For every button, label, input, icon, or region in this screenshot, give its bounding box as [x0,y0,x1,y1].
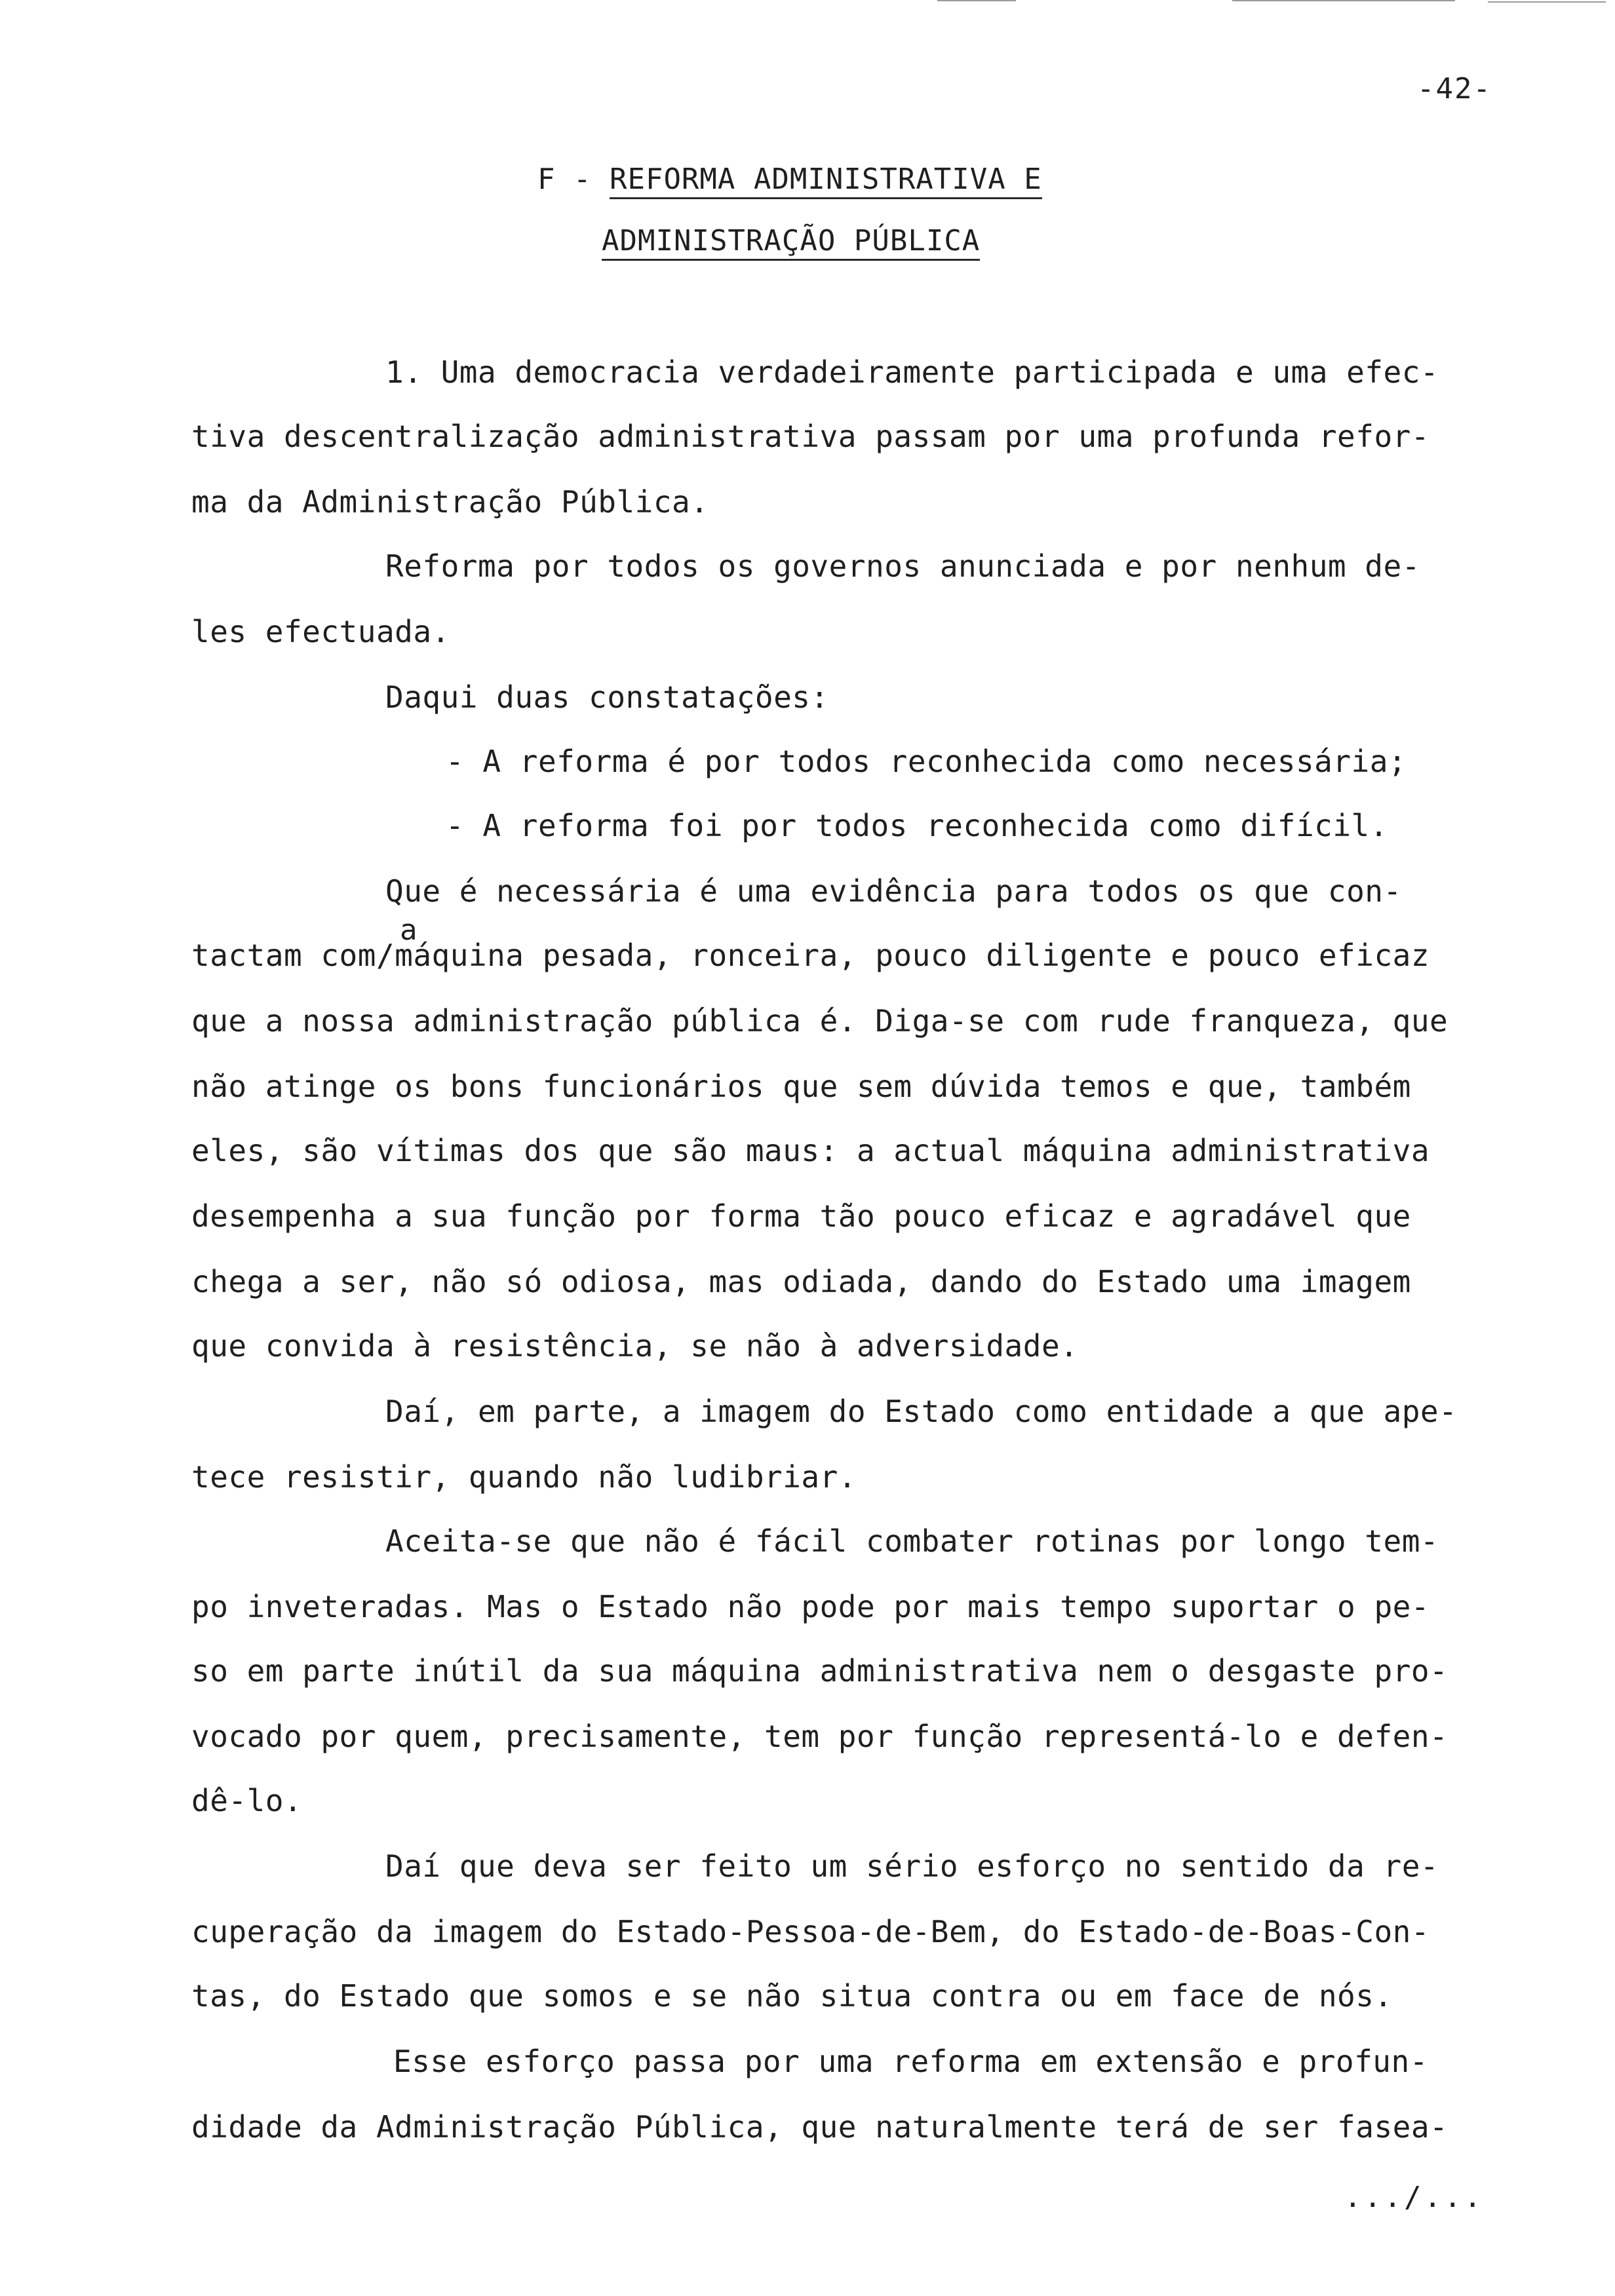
body-line: Daqui duas constatações: [385,679,829,715]
body-line: Que é necessária é uma evidência para todos os que con- [385,873,1402,909]
body-line: tactam com/máquina pesada, ronceira, pouco diligente e pouco eficaz [191,938,1430,973]
body-line: chega a ser, não só odiosa, mas odiada, dando do Estado uma imagem [191,1264,1411,1299]
section-heading-prefix: F - [537,163,610,196]
list-item: - A reforma foi por todos reconhecida como difícil. [446,808,1388,843]
body-line: Daí, em parte, a imagem do Estado como entidade a que ape- [385,1394,1458,1429]
body-line: cuperação da imagem do Estado-Pessoa-de-Bem, do Estado-de-Boas-Con- [191,1914,1430,1949]
scan-artifact-line [1488,1,1606,3]
body-line: so em parte inútil da sua máquina administrativa nem o desgaste pro- [191,1653,1449,1689]
body-line: Daí que deva ser feito um sério esforço no sentido da re- [385,1848,1439,1884]
body-line: tiva descentralização administrativa passam por uma profunda refor- [191,419,1430,454]
body-line: Esse esforço passa por uma reforma em extensão e profun- [393,2044,1428,2079]
body-line: tas, do Estado que somos e se não situa contra ou em face de nós. [191,1978,1393,2014]
body-line: les efectuada. [191,614,450,649]
list-item: - A reforma é por todos reconhecida como necessária; [446,744,1407,779]
body-line: Reforma por todos os governos anunciada e por nenhum de- [385,548,1420,584]
page-number: -42- [1417,72,1492,105]
body-line: que convida à resistência, se não à adversidade. [191,1328,1079,1364]
section-heading-line-2 [602,223,980,259]
body-line: tece resistir, quando não ludibriar. [191,1459,857,1495]
body-line: não atinge os bons funcionários que sem dúvida temos e que, também [191,1069,1411,1104]
scan-artifact-line [1232,0,1455,1]
scan-artifact-line [937,0,1016,1]
continuation-mark: .../... [1344,2181,1484,2214]
insertion-mark: a [400,913,418,947]
body-line: 1. Uma democracia verdadeiramente participada e uma efec- [385,354,1439,390]
body-line: ma da Administração Pública. [191,484,709,520]
body-line: Aceita-se que não é fácil combater rotinas por longo tem- [385,1523,1439,1559]
body-line: eles, são vítimas dos que são maus: a actual máquina administrativa [191,1133,1430,1168]
section-heading-title-1: REFORMA ADMINISTRATIVA E [610,163,1042,199]
body-line: dê-lo. [191,1783,303,1818]
section-heading-title-2: ADMINISTRAÇÃO PÚBLICA [602,224,980,261]
body-line: vocado por quem, precisamente, tem por função representá-lo e defen- [191,1719,1449,1754]
body-line: po inveteradas. Mas o Estado não pode por mais tempo suportar o pe- [191,1589,1430,1624]
body-line: que a nossa administração pública é. Diga-se com rude franqueza, que [191,1003,1449,1039]
body-line: didade da Administração Pública, que naturalmente terá de ser fasea- [191,2109,1449,2145]
section-heading-line-1 [537,161,1042,198]
body-line: desempenha a sua função por forma tão pouco eficaz e agradável que [191,1198,1411,1234]
